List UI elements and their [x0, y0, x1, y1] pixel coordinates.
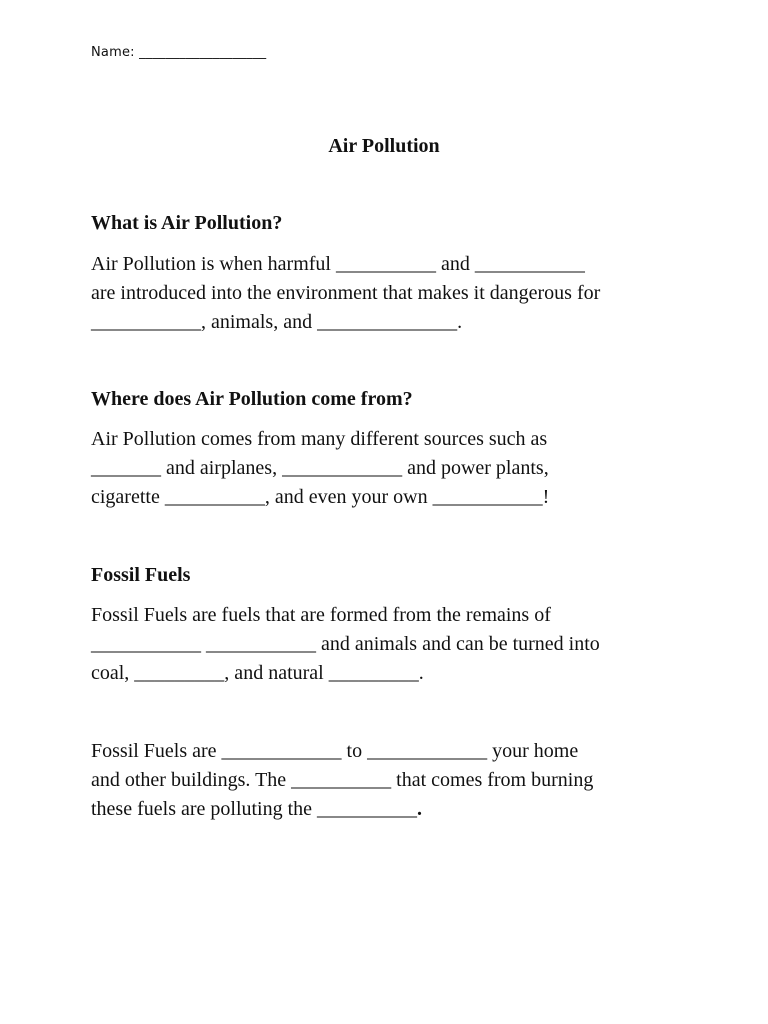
paragraph-line-last	[91, 795, 691, 824]
paragraph-line: Air Pollution is when harmful __________ and ___________	[91, 253, 585, 275]
paragraph-line: Air Pollution comes from many different sources such as	[91, 428, 548, 450]
section-heading-fossil-fuels: Fossil Fuels	[91, 564, 191, 586]
paragraph-line: ___________, animals, and ______________.	[91, 311, 463, 333]
section-heading-sources: Where does Air Pollution come from?	[91, 388, 413, 410]
section-paragraph-fossil-fuels	[91, 601, 691, 688]
section-paragraph-what-is	[91, 250, 691, 337]
paragraph-line: coal, _________, and natural _________.	[91, 662, 424, 684]
paragraph-line: _______ and airplanes, ____________ and power plants,	[91, 457, 549, 479]
section-heading-what-is: What is Air Pollution?	[91, 212, 283, 234]
paragraph-line: and other buildings. The __________ that comes from burning	[91, 769, 594, 791]
section-paragraph-sources	[91, 425, 691, 512]
worksheet-title: Air Pollution	[328, 135, 440, 157]
paragraph-line: Fossil Fuels are ____________ to ____________ your home	[91, 740, 579, 762]
paragraph-line: Fossil Fuels are fuels that are formed from the remains of	[91, 604, 551, 626]
name-label: Name:	[91, 45, 135, 60]
paragraph-line: ___________ ___________ and animals and can be turned into	[91, 633, 600, 655]
fossil-fuels-usage-paragraph	[91, 737, 691, 824]
paragraph-line: cigarette __________, and even your own ___________!	[91, 486, 550, 508]
last-line-period: .	[417, 798, 423, 820]
paragraph-line: are introduced into the environment that makes it dangerous for	[91, 282, 601, 304]
name-blank: ___________________	[139, 45, 267, 60]
name-field	[91, 45, 266, 60]
last-line-text: these fuels are polluting the __________	[91, 798, 418, 820]
